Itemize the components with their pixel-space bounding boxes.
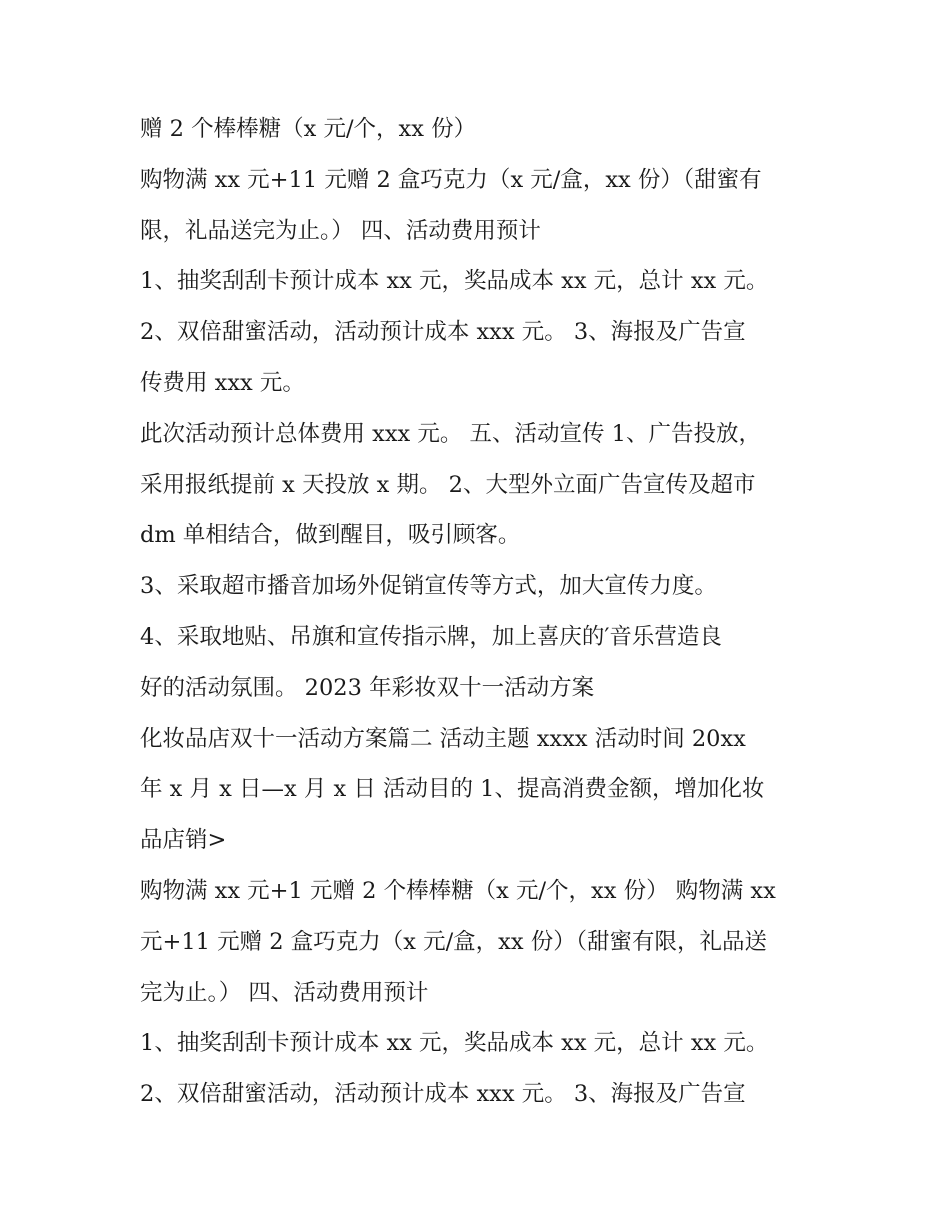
text-line: 3、采取超市播音加场外促销宣传等方式，加大宣传力度。 [140,573,717,600]
text-line: 限，礼品送完为止。） 四、活动费用预计 [140,217,541,244]
text-line: 1、抽奖刮刮卡预计成本 xx 元，奖品成本 xx 元，总计 xx 元。 [140,268,769,295]
text-line: 传费用 xxx 元。 [140,369,305,396]
text-line: 2、双倍甜蜜活动，活动预计成本 xxx 元。 3、海报及广告宣 [140,319,746,346]
text-line: 采用报纸提前 x 天投放 x 期。 2、大型外立面广告宣传及超市 [140,471,756,498]
text-line: 化妆品店双十一活动方案篇二 活动主题 xxxx 活动时间 20xx [140,725,746,752]
text-line: 好的活动氛围。 2023 年彩妆双十一活动方案 [140,674,595,701]
text-line: dm 单相结合，做到醒目，吸引顾客。 [140,522,521,549]
text-line: 2、双倍甜蜜活动，活动预计成本 xxx 元。 3、海报及广告宣 [140,1081,746,1108]
text-line: 年 x 月 x 日—x 月 x 日 活动目的 1、提高消费金额，增加化妆 [140,776,765,803]
text-line: 此次活动预计总体费用 xxx 元。 五、活动宣传 1、广告投放， [140,420,761,447]
text-line: 元+11 元赠 2 盒巧克力（x 元/盒，xx 份）（甜蜜有限，礼品送 [140,928,767,955]
text-line: 4、采取地贴、吊旗和宣传指示牌，加上喜庆的′音乐营造良 [140,623,722,650]
text-line: 购物满 xx 元+1 元赠 2 个棒棒糖（x 元/个，xx 份） 购物满 xx [140,877,776,904]
document-body [140,104,820,1120]
text-line: 品店销> [140,827,227,854]
text-line: 赠 2 个棒棒糖（x 元/个，xx 份） [140,116,477,142]
text-line: 1、抽奖刮刮卡预计成本 xx 元，奖品成本 xx 元，总计 xx 元。 [140,1030,769,1057]
text-line: 完为止。） 四、活动费用预计 [140,979,429,1006]
text-line: 购物满 xx 元+11 元赠 2 盒巧克力（x 元/盒，xx 份）（甜蜜有 [140,166,762,193]
